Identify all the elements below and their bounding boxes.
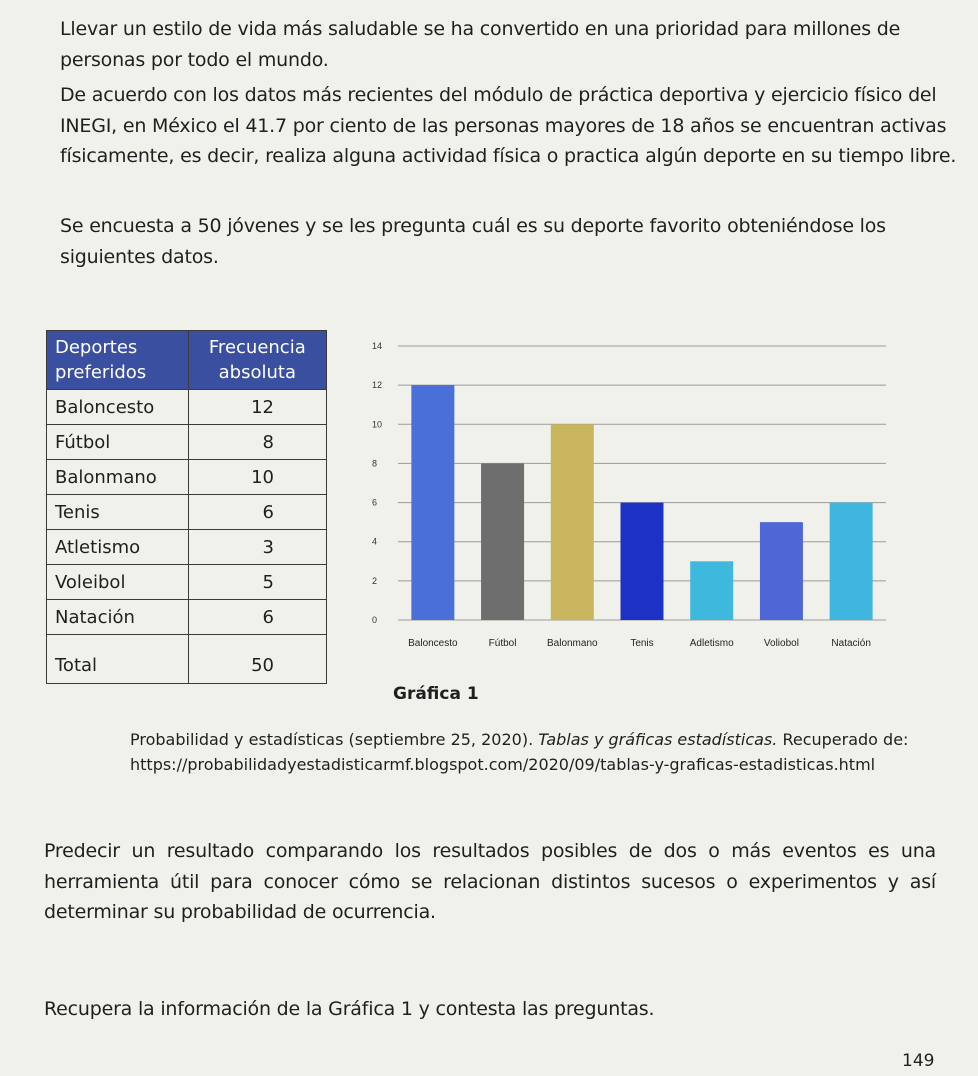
table-row bbox=[47, 530, 327, 565]
source-citation bbox=[130, 727, 970, 777]
table-spacer-row bbox=[47, 635, 327, 648]
x-tick-label: Balonmano bbox=[546, 638, 598, 649]
bar-chart bbox=[330, 330, 890, 670]
x-tick-label: Natación bbox=[831, 638, 871, 649]
bar bbox=[481, 463, 524, 620]
instruction-paragraph: Recupera la información de la Gráfica 1 y contesta las preguntas. bbox=[44, 998, 655, 1020]
frequency-table bbox=[46, 330, 327, 684]
bar bbox=[551, 424, 594, 620]
header-frequency: Frecuencia absoluta bbox=[188, 331, 326, 390]
x-tick-label: Adletismo bbox=[689, 638, 734, 649]
table-header-row bbox=[47, 331, 327, 390]
source-recovered: Recuperado de: bbox=[777, 730, 909, 749]
source-url: https://probabilidadyestadisticarmf.blogspot.com/2020/09/tablas-y-graficas-estadisticas.html bbox=[130, 755, 876, 774]
bar bbox=[760, 522, 803, 620]
sport-cell: Natación bbox=[47, 600, 189, 635]
frequency-cell: 6 bbox=[188, 600, 326, 635]
chart-x-tick-labels bbox=[408, 638, 871, 649]
sport-cell: Voleibol bbox=[47, 565, 189, 600]
y-tick-label: 12 bbox=[372, 380, 383, 391]
frequency-cell: 5 bbox=[188, 565, 326, 600]
total-value: 50 bbox=[188, 647, 326, 684]
x-tick-label: Fútbol bbox=[488, 638, 517, 649]
y-tick-label: 4 bbox=[372, 536, 378, 547]
sport-cell: Balonmano bbox=[47, 460, 189, 495]
sport-cell: Fútbol bbox=[47, 425, 189, 460]
bar bbox=[411, 385, 454, 620]
table-total-row bbox=[47, 647, 327, 684]
total-label: Total bbox=[47, 647, 189, 684]
source-author: Probabilidad y estadísticas (septiembre 25, 2020). bbox=[130, 730, 539, 749]
frequency-cell: 8 bbox=[188, 425, 326, 460]
chart-caption: Gráfica 1 bbox=[393, 684, 479, 704]
survey-paragraph: Se encuesta a 50 jóvenes y se les pregunta cuál es su deporte favorito obteniéndose los siguientes datos. bbox=[60, 215, 886, 268]
sport-cell: Tenis bbox=[47, 495, 189, 530]
bar bbox=[690, 561, 733, 620]
y-tick-label: 8 bbox=[372, 458, 378, 469]
page-number: 149 bbox=[902, 1051, 935, 1071]
y-tick-label: 14 bbox=[372, 341, 383, 351]
prediction-paragraph: Predecir un resultado comparando los resultados posibles de dos o más eventos es una herramienta útil para conocer cómo se relacionan distintos sucesos o experimentos y así determinar su probabilidad de ocurrencia. bbox=[44, 840, 936, 923]
table-row bbox=[47, 390, 327, 425]
y-tick-label: 0 bbox=[372, 615, 378, 625]
table-row bbox=[47, 565, 327, 600]
chart-y-tick-labels bbox=[372, 341, 382, 625]
frequency-cell: 6 bbox=[188, 495, 326, 530]
x-tick-label: Baloncesto bbox=[408, 638, 458, 649]
x-tick-label: Tenis bbox=[630, 638, 654, 649]
spacer-cell bbox=[188, 635, 326, 648]
source-title: Tablas y gráficas estadísticas. bbox=[538, 730, 778, 749]
inegi-paragraph: De acuerdo con los datos más recientes del módulo de práctica deportiva y ejercicio físico del INEGI, en México el 41.7 por ciento de las personas mayores de 18 años se encuentran activas físicamente, es decir, realiza alguna actividad física o practica algún deporte en su tiempo libre. bbox=[60, 84, 957, 167]
sport-cell: Atletismo bbox=[47, 530, 189, 565]
y-tick-label: 6 bbox=[372, 497, 378, 508]
y-tick-label: 2 bbox=[372, 575, 378, 586]
table-row bbox=[47, 600, 327, 635]
table-row bbox=[47, 460, 327, 495]
spacer-cell bbox=[47, 635, 189, 648]
frequency-cell: 3 bbox=[188, 530, 326, 565]
header-sport: Deportes preferidos bbox=[47, 331, 189, 390]
frequency-cell: 12 bbox=[188, 390, 326, 425]
intro-paragraph: Llevar un estilo de vida más saludable se ha convertido en una prioridad para millones de personas por todo el mundo. bbox=[60, 18, 901, 71]
frequency-cell: 10 bbox=[188, 460, 326, 495]
x-tick-label: Voliobol bbox=[763, 638, 799, 649]
sport-cell: Baloncesto bbox=[47, 390, 189, 425]
y-tick-label: 10 bbox=[372, 419, 383, 430]
bar bbox=[830, 503, 873, 620]
bar bbox=[621, 503, 664, 620]
table-row bbox=[47, 495, 327, 530]
table-row bbox=[47, 425, 327, 460]
